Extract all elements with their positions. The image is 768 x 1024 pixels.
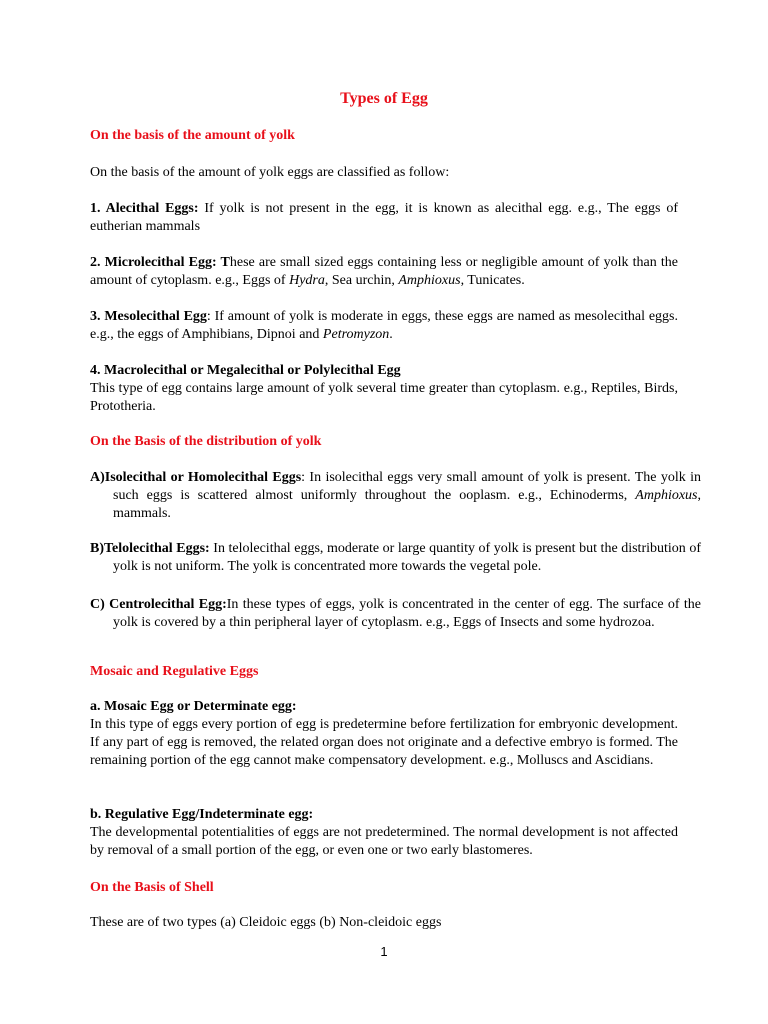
item-centrolecithal xyxy=(90,596,701,632)
italic-term: Hydra xyxy=(289,273,325,288)
item-label: b. Regulative Egg/Indeterminate egg: xyxy=(90,807,314,822)
item-mesolecithal xyxy=(90,308,678,344)
item-isolecithal xyxy=(90,469,701,523)
section-heading-amount-of-yolk: On the basis of the amount of yolk xyxy=(90,128,295,143)
item-label: C) Centrolecithal Egg: xyxy=(90,597,227,612)
item-label: a. Mosaic Egg or Determinate egg: xyxy=(90,699,297,714)
page-title: Types of Egg xyxy=(340,90,428,107)
item-label: B)Telolecithal Eggs: xyxy=(90,541,210,556)
item-label: 2. Microlecithal Egg: T xyxy=(90,255,230,270)
item-text: In telolecithal eggs, moderate or large quantity of yolk is present but the distribution of yolk is not uniform. The yolk is concentrated more towards the vegetal pole. xyxy=(113,541,702,574)
section-text-shell: These are of two types (a) Cleidoic eggs (b) Non-cleidoic eggs xyxy=(90,915,442,930)
item-label: 4. Macrolecithal or Megalecithal or Polylecithal Egg xyxy=(90,363,401,378)
item-text: In this type of eggs every portion of egg is predetermine before fertilization for embryonic development. If any part of egg is removed, the related organ does not originate and a defective embryo is formed. The remaining portion of the egg cannot make compensatory development. e.g., Molluscs and Ascidians. xyxy=(90,717,678,768)
item-label: 3. Mesolecithal Egg xyxy=(90,309,207,324)
item-text: This type of egg contains large amount of yolk several time greater than cytoplasm. e.g., Reptiles, Birds, Prototheria. xyxy=(90,381,678,414)
item-text: hese are small sized eggs containing less or negligible amount of yolk than the amount of cytoplasm. e.g., Eggs of xyxy=(90,255,678,288)
item-alecithal xyxy=(90,200,678,236)
section-heading-distribution-of-yolk: On the Basis of the distribution of yolk xyxy=(90,434,322,449)
italic-term: Petromyzon xyxy=(322,327,390,342)
item-regulative-egg xyxy=(90,806,678,860)
item-label: A)Isolecithal or Homolecithal Eggs xyxy=(90,470,302,485)
italic-term: Amphioxus xyxy=(398,273,461,288)
item-label: 1. Alecithal Eggs: xyxy=(90,201,199,216)
item-microlecithal xyxy=(90,254,678,290)
item-macrolecithal xyxy=(90,362,678,416)
item-text: : If amount of yolk is moderate in eggs, these eggs are named as mesolecithal eggs. e.g., the eggs of Amphibians, Dipnoi and xyxy=(90,309,678,342)
item-telolecithal xyxy=(90,540,701,576)
item-text: In these types of eggs, yolk is concentrated in the center of egg. The surface of the yolk is covered by a thin peripheral layer of cytoplasm. e.g., Eggs of Insects and some hydrozoa. xyxy=(113,597,701,630)
item-text: : In isolecithal eggs very small amount of yolk is present. The yolk in such eggs is scattered almost uniformly throughout the ooplasm. e.g., Echinoderms, xyxy=(113,470,702,503)
item-text: , Sea urchin, xyxy=(324,273,399,288)
item-text: . xyxy=(389,327,393,342)
section-intro: On the basis of the amount of yolk eggs are classified as follow: xyxy=(90,165,450,180)
italic-term: Amphioxus xyxy=(635,488,698,503)
item-mosaic-egg xyxy=(90,698,678,770)
item-text: If yolk is not present in the egg, it is known as alecithal egg. e.g., The eggs of eutherian mammals xyxy=(90,201,678,234)
item-text: , Tunicates. xyxy=(460,273,525,288)
item-text: , mammals. xyxy=(113,488,701,521)
page-number: 1 xyxy=(380,944,388,959)
item-text: The developmental potentialities of eggs are not predetermined. The normal development is not affected by removal of a small portion of the egg, or even one or two early blastomeres. xyxy=(90,825,678,858)
section-heading-mosaic-regulative: Mosaic and Regulative Eggs xyxy=(90,664,259,679)
section-heading-shell: On the Basis of Shell xyxy=(90,880,214,895)
